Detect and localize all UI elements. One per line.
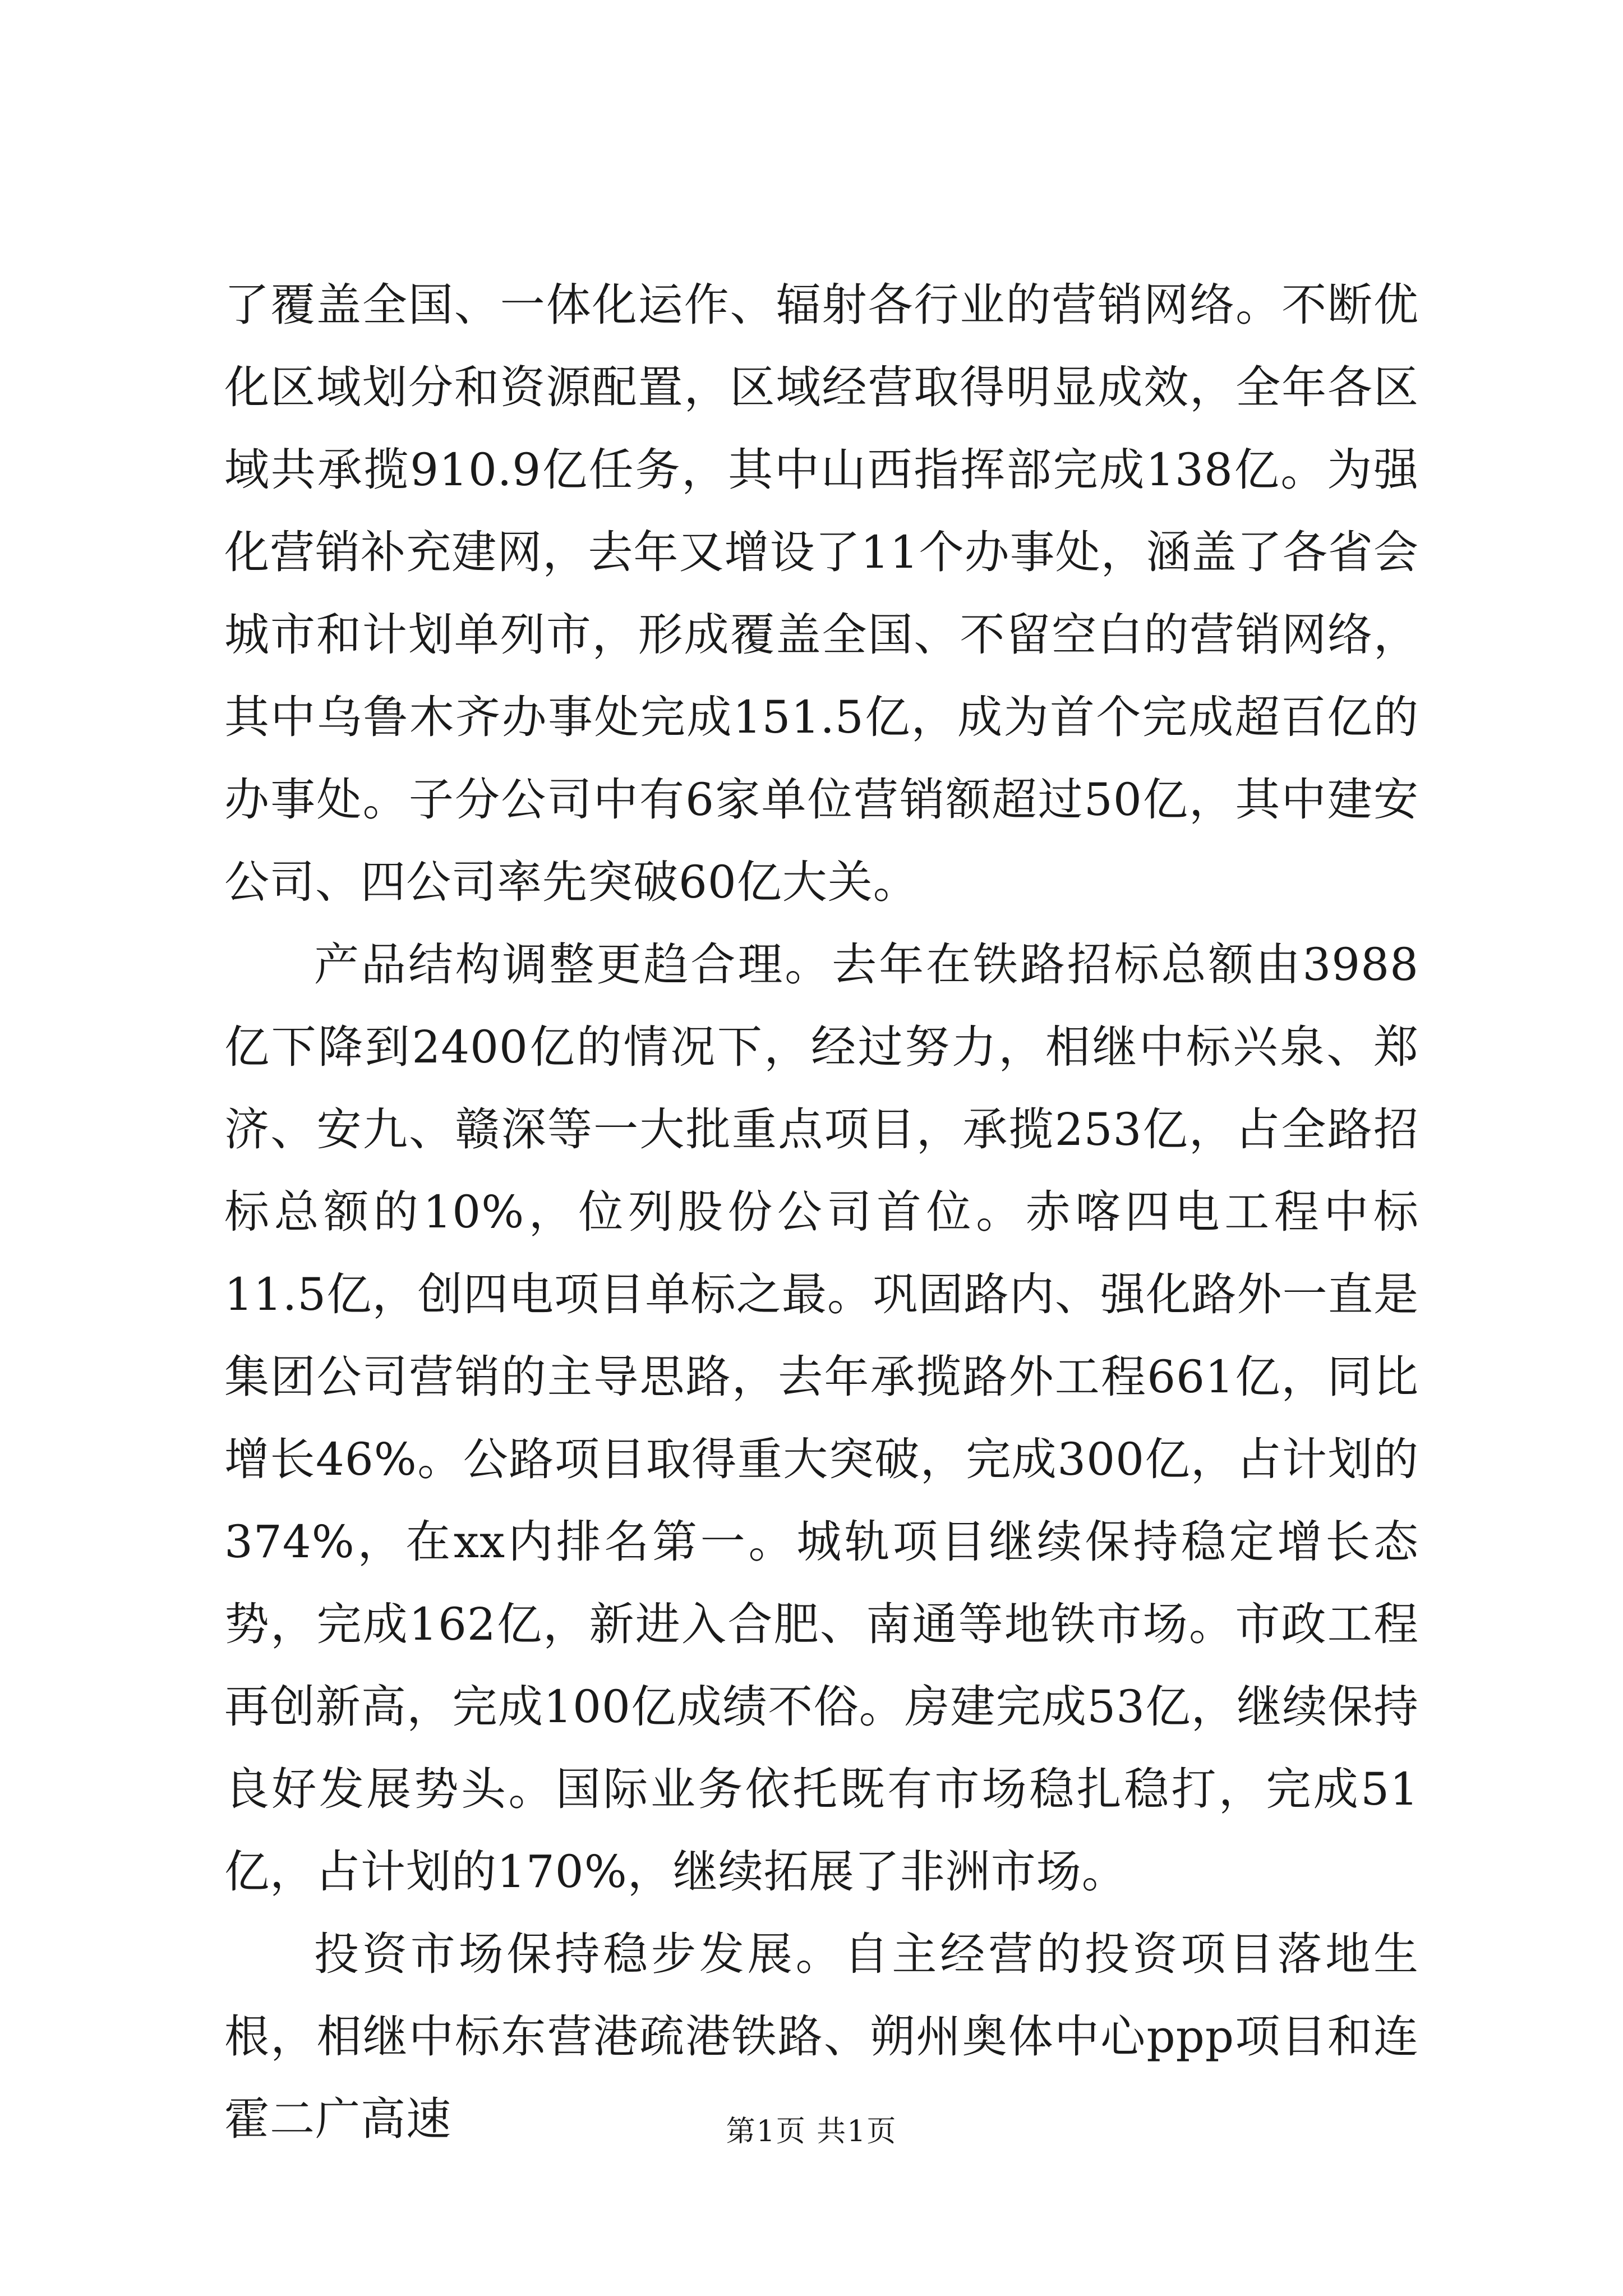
paragraph-product-structure: 产品结构调整更趋合理。去年在铁路招标总额由3988亿下降到2400亿的情况下，经过努力，相继中标兴泉、郑济、安九、赣深等一大批重点项目，承揽253亿，占全路招标总额的10%，位列股份公司首位。赤喀四电工程中标11.5亿，创四电项目单标之最。巩固路内、强化路外一直是集团公司营销的主导思路，去年承揽路外工程661亿，同比增长46%。公路项目取得重大突破，完成300亿，占计划的374%，在xx内排名第一。城轨项目继续保持稳定增长态势，完成162亿，新进入合肥、南通等地铁市场。市政工程再创新高，完成100亿成绩不俗。房建完成53亿，继续保持良好发展势头。国际业务依托既有市场稳扎稳打，完成51亿，占计划的170%，继续拓展了非洲市场。 — [224, 938, 1419, 1898]
page-footer: 第1页 共1页 — [726, 2115, 897, 2148]
paragraph-continuation: 了覆盖全国、一体化运作、辐射各行业的营销网络。不断优化区域划分和资源配置，区域经营取得明显成效，全年各区域共承揽910.9亿任务，其中山西指挥部完成138亿。为强化营销补充建网，去年又增设了11个办事处，涵盖了各省会城市和计划单列市，形成覆盖全国、不留空白的营销网络，其中乌鲁木齐办事处完成151.5亿，成为首个完成超百亿的办事处。子分公司中有6家单位营销额超过50亿，其中建安公司、四公司率先突破60亿大关。 — [224, 279, 1419, 908]
document-body — [224, 264, 1419, 2160]
paragraph-investment-market: 投资市场保持稳步发展。自主经营的投资项目落地生根，相继中标东营港疏港铁路、朔州奥体中心ppp项目和连霍二广高速 — [224, 1928, 1419, 2145]
